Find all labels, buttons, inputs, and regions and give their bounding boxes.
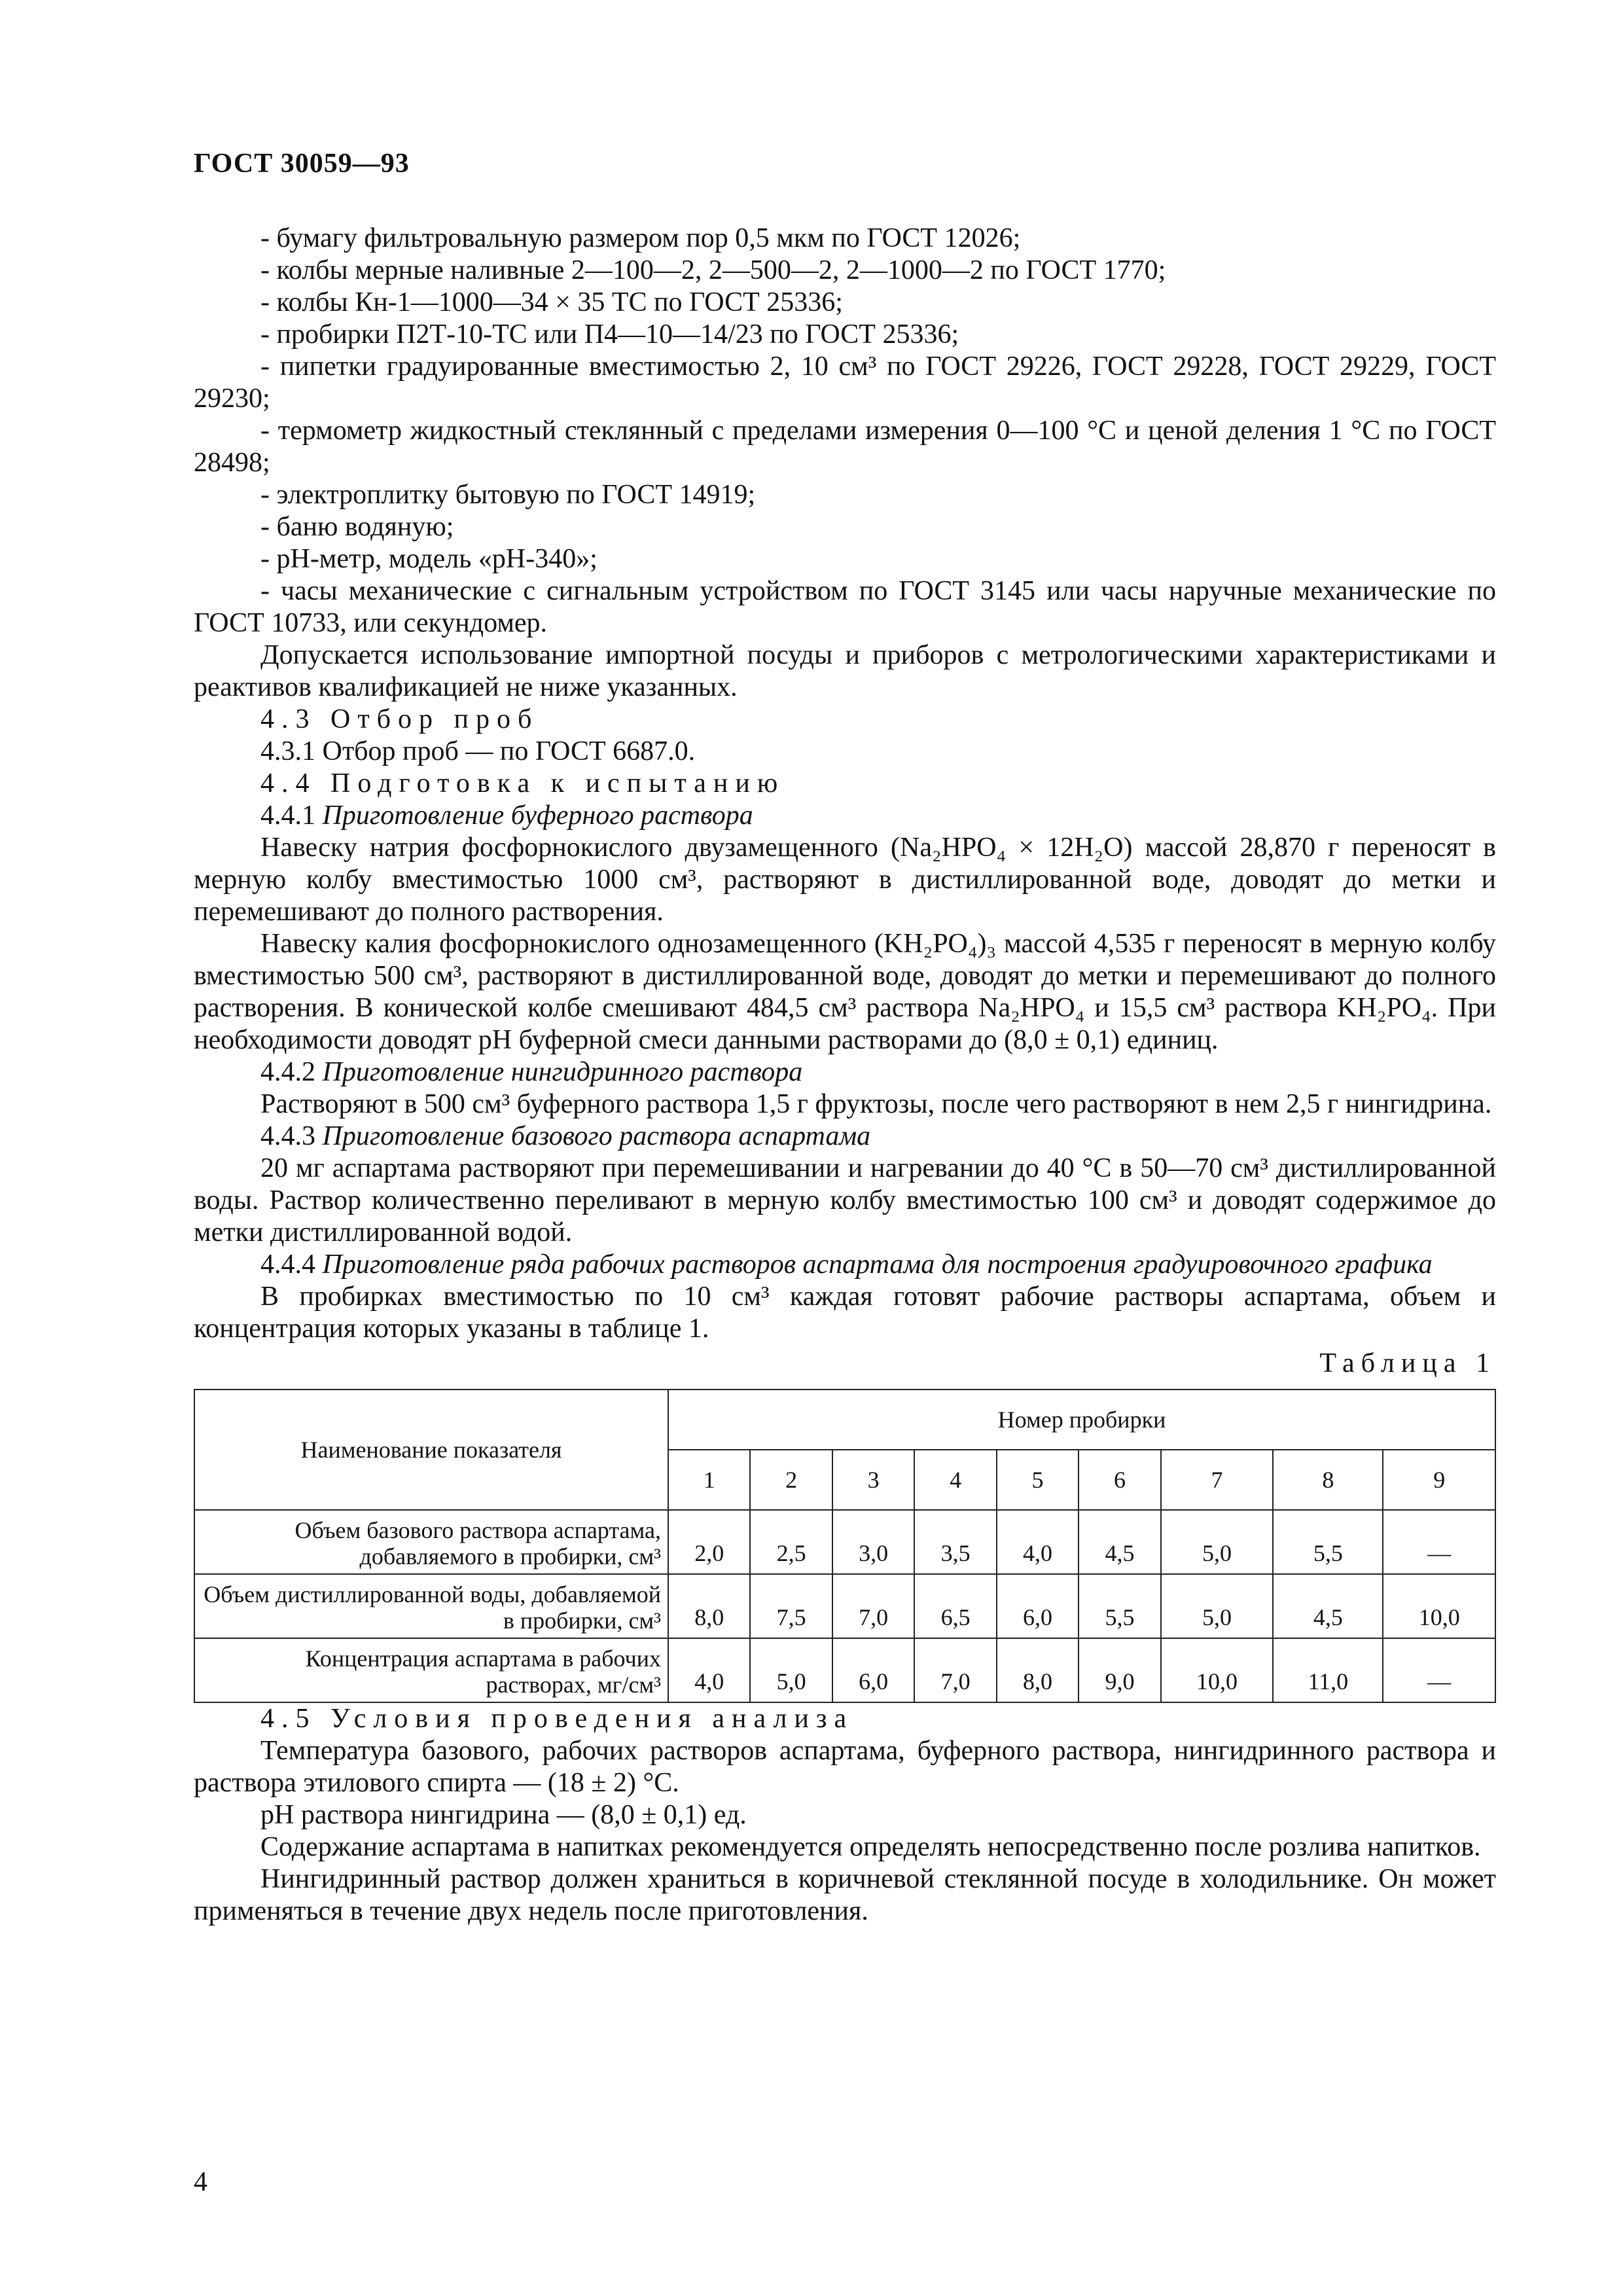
table-cell: 4,0	[997, 1510, 1079, 1574]
tube-number: 8	[1273, 1450, 1383, 1510]
list-item: - пипетки градуированные вместимостью 2, 10 см³ по ГОСТ 29226, ГОСТ 29228, ГОСТ 29229, ГОСТ 29230;	[194, 351, 1496, 414]
list-item: - колбы Кн-1—1000—34 × 35 ТС по ГОСТ 25336;	[260, 287, 843, 317]
section-4-4-4-heading	[194, 1249, 1496, 1281]
section-title: Приготовление буферного раствора	[322, 800, 753, 831]
table-cell: 6,5	[914, 1574, 996, 1638]
paragraph: 20 мг аспартама растворяют при перемешивании и нагревании до 40 °С в 50—70 см³ дистиллированной воды. Раствор количественно переливают в мерную колбу вместимостью 100 см³ и доводят содержимое до метки дистиллированной водой.	[194, 1153, 1496, 1247]
tube-number: 3	[832, 1450, 914, 1510]
table-cell: 7,0	[832, 1574, 914, 1638]
table-header-row	[194, 1390, 1495, 1450]
tube-number: 9	[1383, 1450, 1495, 1510]
section-4-3-title: 4.3 Отбор проб	[260, 704, 539, 734]
table-cell: 6,0	[832, 1638, 914, 1702]
table-cell: —	[1383, 1510, 1495, 1574]
tube-number: 4	[914, 1450, 996, 1510]
header-tube-number: Номер пробирки	[668, 1390, 1495, 1450]
table-cell: 7,0	[914, 1638, 996, 1702]
table-cell: 2,0	[668, 1510, 750, 1574]
section-title: Приготовление базового раствора аспартама	[322, 1121, 871, 1151]
table-cell: 2,5	[750, 1510, 832, 1574]
section-4-5-title: 4.5 Условия проведения анализа	[260, 1704, 854, 1734]
table-cell: 7,5	[750, 1574, 832, 1638]
list-item: - колбы мерные наливные 2—100—2, 2—500—2, 2—1000—2 по ГОСТ 1770;	[260, 255, 1166, 285]
table-cell: 10,0	[1383, 1574, 1495, 1638]
table-cell: 9,0	[1079, 1638, 1160, 1702]
section-number: 4.4.1	[260, 800, 315, 831]
table-cell: 3,0	[832, 1510, 914, 1574]
section-title: Приготовление нингидринного раствора	[322, 1057, 803, 1087]
table-cell: 11,0	[1273, 1638, 1383, 1702]
section-number: 4.4.3	[260, 1121, 315, 1151]
header-indicator-name: Наименование показателя	[194, 1390, 668, 1510]
paragraph: Температура базового, рабочих растворов аспартама, буферного раствора, нингидринного раствора и раствора этилового спирта — (18 ± 2) °С.	[194, 1736, 1496, 1798]
section-4-4-2-heading	[194, 1056, 1496, 1088]
table-cell: 5,0	[1161, 1510, 1274, 1574]
list-item: - часы механические с сигнальным устройством по ГОСТ 3145 или часы наручные механические по ГОСТ 10733, или секундомер.	[194, 576, 1496, 638]
table-cell: 8,0	[997, 1638, 1079, 1702]
table-cell: —	[1383, 1638, 1495, 1702]
list-item: - термометр жидкостный стеклянный с пределами измерения 0—100 °С и ценой деления 1 °С по ГОСТ 28498;	[194, 416, 1496, 478]
row-label: Концентрация аспартама в рабочих растворах, мг/см³	[194, 1638, 668, 1702]
table-cell: 5,5	[1079, 1574, 1160, 1638]
section-4-4-1-heading	[194, 800, 1496, 832]
page-content	[194, 223, 1496, 1928]
list-item: - баню водяную;	[260, 512, 454, 542]
document-header: ГОСТ 30059—93	[194, 149, 410, 179]
section-4-4-3-heading	[194, 1121, 1496, 1153]
tube-number: 2	[750, 1450, 832, 1510]
tube-number: 6	[1079, 1450, 1160, 1510]
section-4-4-title: 4.4 Подготовка к испытанию	[260, 768, 785, 798]
paragraph: Нингидринный раствор должен храниться в коричневой стеклянной посуде в холодильнике. Он может применяться в течение двух недель после приготовления.	[194, 1864, 1496, 1926]
row-label: Объем дистиллированной воды, добавляемой в пробирки, см³	[194, 1574, 668, 1638]
table-cell: 4,5	[1273, 1574, 1383, 1638]
tube-number: 7	[1161, 1450, 1274, 1510]
tube-number: 1	[668, 1450, 750, 1510]
paragraph: Навеску натрия фосфорнокислого двузамещенного (Na₂HPO₄ × 12H₂O) массой 28,870 г переносят в мерную колбу вместимостью 1000 см³, растворяют в дистиллированной воде, доводят до метки и перемешивают до полного растворения.	[194, 833, 1496, 927]
table-caption: Таблица 1	[1319, 1348, 1496, 1378]
section-number: 4.4.2	[260, 1057, 315, 1087]
table-cell: 5,0	[750, 1638, 832, 1702]
section-number: 4.4.4	[260, 1249, 315, 1280]
section-title: Приготовление ряда рабочих растворов аспартама для построения градуировочного графика	[322, 1249, 1433, 1280]
table-cell: 5,0	[1161, 1574, 1274, 1638]
table-cell: 8,0	[668, 1574, 750, 1638]
table-row	[194, 1638, 1495, 1702]
table-cell: 4,5	[1079, 1510, 1160, 1574]
section-4-3-1: 4.3.1 Отбор проб — по ГОСТ 6687.0.	[260, 736, 696, 766]
paragraph: pH раствора нингидрина — (8,0 ± 0,1) ед.	[260, 1800, 747, 1830]
paragraph: В пробирках вместимостью по 10 см³ каждая готовят рабочие растворы аспартама, объем и концентрация которых указаны в таблице 1.	[194, 1282, 1496, 1344]
list-item: - электроплитку бытовую по ГОСТ 14919;	[260, 480, 756, 510]
row-label: Объем базового раствора аспартама, добавляемого в пробирки, см³	[194, 1510, 668, 1574]
paragraph: Навеску калия фосфорнокислого однозамещенного (KH₂PO₄)₃ массой 4,535 г переносят в мерную колбу вместимостью 500 см³, растворяют в дистиллированной воде, доводят до метки и перемешивают до полного растворения. В конической колбе смешивают 484,5 см³ раствора Na₂HPO₄ и 15,5 см³ раствора KH₂PO₄. При необходимости доводят pH буферной смеси данными растворами до (8,0 ± 0,1) единиц.	[194, 929, 1496, 1055]
list-item: - пробирки П2Т-10-ТС или П4—10—14/23 по ГОСТ 25336;	[260, 319, 959, 350]
table-cell: 3,5	[914, 1510, 996, 1574]
table-cell: 10,0	[1161, 1638, 1274, 1702]
allowance-paragraph: Допускается использование импортной посуды и приборов с метрологическими характеристиками и реактивов квалификацией не ниже указанных.	[194, 640, 1496, 702]
table-cell: 4,0	[668, 1638, 750, 1702]
table-row	[194, 1510, 1495, 1574]
aspartame-table	[194, 1389, 1496, 1703]
paragraph: Содержание аспартама в напитках рекомендуется определять непосредственно после розлива напитков.	[260, 1832, 1481, 1862]
table-cell: 6,0	[997, 1574, 1079, 1638]
list-item: - pH-метр, модель «pH-340»;	[260, 544, 597, 574]
paragraph: Растворяют в 500 см³ буферного раствора 1,5 г фруктозы, после чего растворяют в нем 2,5 г нингидрина.	[260, 1089, 1492, 1119]
tube-number: 5	[997, 1450, 1079, 1510]
page-number: 4	[194, 2167, 207, 2197]
table-cell: 5,5	[1273, 1510, 1383, 1574]
list-item: - бумагу фильтровальную размером пор 0,5 мкм по ГОСТ 12026;	[260, 223, 1021, 253]
table-row	[194, 1574, 1495, 1638]
